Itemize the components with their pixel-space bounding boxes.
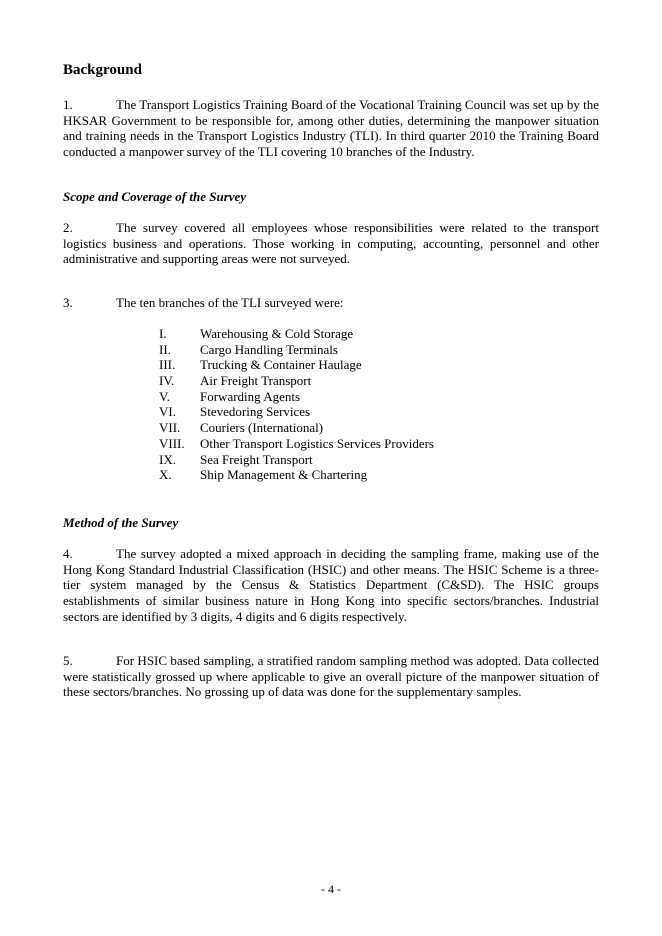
subheading-scope: Scope and Coverage of the Survey [63, 189, 247, 204]
paragraph-1 [63, 97, 599, 160]
list-numeral: VIII. [159, 435, 185, 451]
list-numeral: I. [159, 326, 167, 341]
paragraph-text: The survey adopted a mixed approach in deciding the sampling frame, making use of the Hong Kong Standard Industrial Classification (HSIC) and other means. The HSIC Scheme is a three-tier system managed by the Census & Statistics Department (C&SD). The HSIC groups establishments of similar business nature in Hong Kong into specific sectors/branches. Industrial sectors are identified by 3 digits, 4 digits and 6 digits respectively. [63, 546, 599, 624]
list-item [159, 357, 434, 373]
section-heading-background: Background [63, 62, 142, 78]
list-numeral: X. [159, 467, 172, 483]
paragraph-5 [63, 653, 599, 700]
list-numeral: IV. [159, 373, 175, 389]
list-numeral: VI. [159, 404, 176, 420]
list-text: Other Transport Logistics Services Providers [200, 435, 434, 451]
list-text: Trucking & Container Haulage [200, 357, 362, 373]
list-item [159, 373, 434, 389]
list-text: Air Freight Transport [200, 373, 312, 389]
list-item [159, 342, 434, 358]
paragraph-text: The Transport Logistics Training Board of the Vocational Training Council was set up by the HKSAR Government to be responsible for, among other duties, determining the manpower situation and training needs in the Transport Logistics Industry (TLI). In third quarter 2010 the Training Board conducted a manpower survey of the TLI covering 10 branches of the Industry. [63, 97, 599, 160]
list-item [159, 404, 434, 420]
list-text: Couriers (International) [200, 420, 324, 436]
branch-list [159, 326, 434, 483]
list-numeral: VII. [159, 420, 181, 436]
list-numeral: II. [159, 341, 171, 357]
page-number: - 4 - [321, 882, 341, 896]
list-item [159, 389, 434, 405]
list-numeral: III. [159, 357, 176, 373]
list-numeral: IX. [159, 451, 176, 467]
list-text: Forwarding Agents [200, 388, 301, 404]
list-item [159, 467, 434, 483]
list-text: Warehousing & Cold Storage [200, 326, 354, 341]
paragraph-4 [63, 546, 599, 625]
paragraph-3 [63, 295, 599, 311]
paragraph-number: 1. [63, 97, 73, 112]
paragraph-2 [63, 220, 599, 267]
list-text: Cargo Handling Terminals [200, 341, 338, 357]
list-item [159, 452, 434, 468]
paragraph-number: 5. [63, 653, 73, 668]
paragraph-number: 3. [63, 295, 73, 310]
list-text: Stevedoring Services [200, 404, 311, 420]
list-item [159, 420, 434, 436]
list-numeral: V. [159, 388, 170, 404]
paragraph-text: For HSIC based sampling, a stratified random sampling method was adopted. Data collected were statistically grossed up where applicable to give an overall picture of the manpower situation of these sectors/branches. No grossing up of data was done for the supplementary samples. [63, 653, 599, 700]
subheading-method: Method of the Survey [63, 515, 179, 530]
paragraph-number: 2. [63, 220, 73, 235]
paragraph-text: The survey covered all employees whose responsibilities were related to the transport logistics business and operations. Those working in computing, accounting, personnel and other administrative and supporting areas were not surveyed. [63, 220, 599, 267]
paragraph-text: The ten branches of the TLI surveyed were: [116, 295, 344, 310]
paragraph-number: 4. [63, 546, 73, 561]
list-text: Sea Freight Transport [200, 451, 313, 467]
list-item [159, 436, 434, 452]
list-item [159, 326, 434, 342]
list-text: Ship Management & Chartering [200, 467, 368, 483]
